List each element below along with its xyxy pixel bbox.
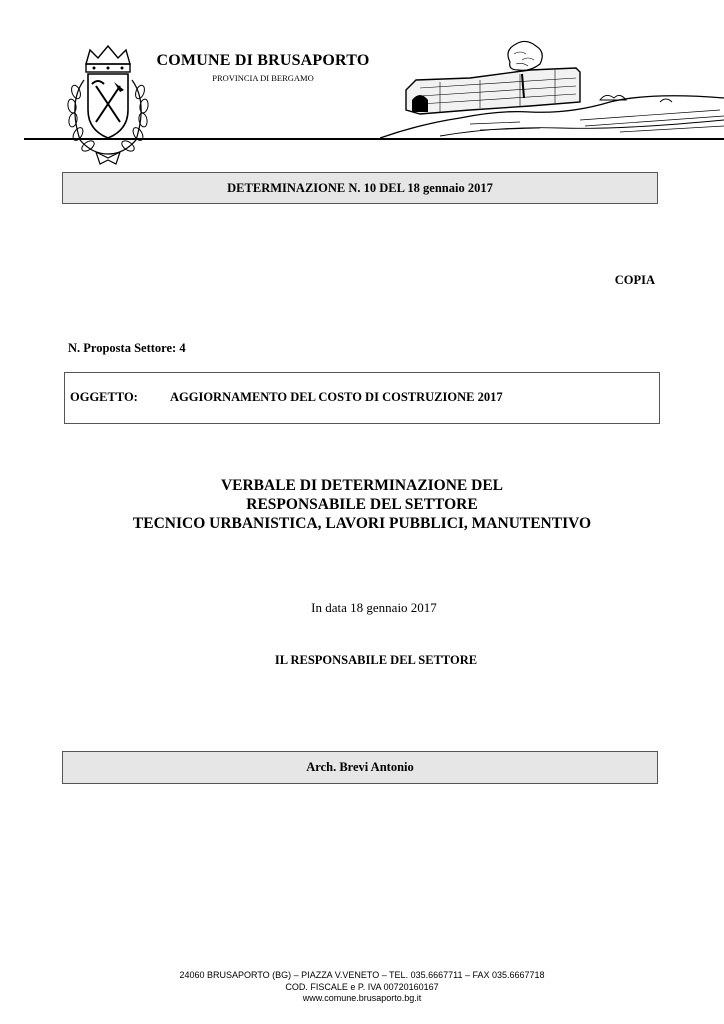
subject-text: AGGIORNAMENTO DEL COSTO DI COSTRUZIONE 2017 <box>170 390 503 404</box>
report-title-line-1: VERBALE DI DETERMINAZIONE DEL <box>220 477 504 494</box>
footer-tax-code: COD. FISCALE e P. IVA 00720160167 <box>285 981 439 992</box>
determination-title-box <box>62 172 658 204</box>
signatory-name: Arch. Brevi Antonio <box>306 760 414 774</box>
footer-address: 24060 BRUSAPORTO (BG) – PIAZZA V.VENETO – TEL. 035.6667711 – FAX 035.6667718 <box>179 970 545 980</box>
signatory-box <box>62 751 658 784</box>
report-title-line-2: RESPONSABILE DEL SETTORE <box>246 496 478 513</box>
report-title <box>0 476 724 533</box>
date-line: In data 18 gennaio 2017 <box>311 600 437 615</box>
subject-label: OGGETTO: <box>70 390 138 404</box>
castle-landscape-illustration <box>380 40 724 146</box>
copy-label: COPIA <box>614 273 655 287</box>
subject-box <box>64 372 660 424</box>
footer-website: www.comune.brusaporto.bg.it <box>302 993 422 1003</box>
determination-title: DETERMINAZIONE N. 10 DEL 18 gennaio 2017 <box>227 180 493 195</box>
province-name: PROVINCIA DI BERGAMO <box>212 73 314 83</box>
report-title-line-3: TECNICO URBANISTICA, LAVORI PUBBLICI, MANUTENTIVO <box>132 515 592 532</box>
page-footer <box>0 970 724 1005</box>
responsible-heading: IL RESPONSABILE DEL SETTORE <box>274 653 478 667</box>
header-rule <box>24 138 724 140</box>
municipality-name: COMUNE DI BRUSAPORTO <box>156 52 370 69</box>
proposal-number: N. Proposta Settore: 4 <box>68 341 186 355</box>
